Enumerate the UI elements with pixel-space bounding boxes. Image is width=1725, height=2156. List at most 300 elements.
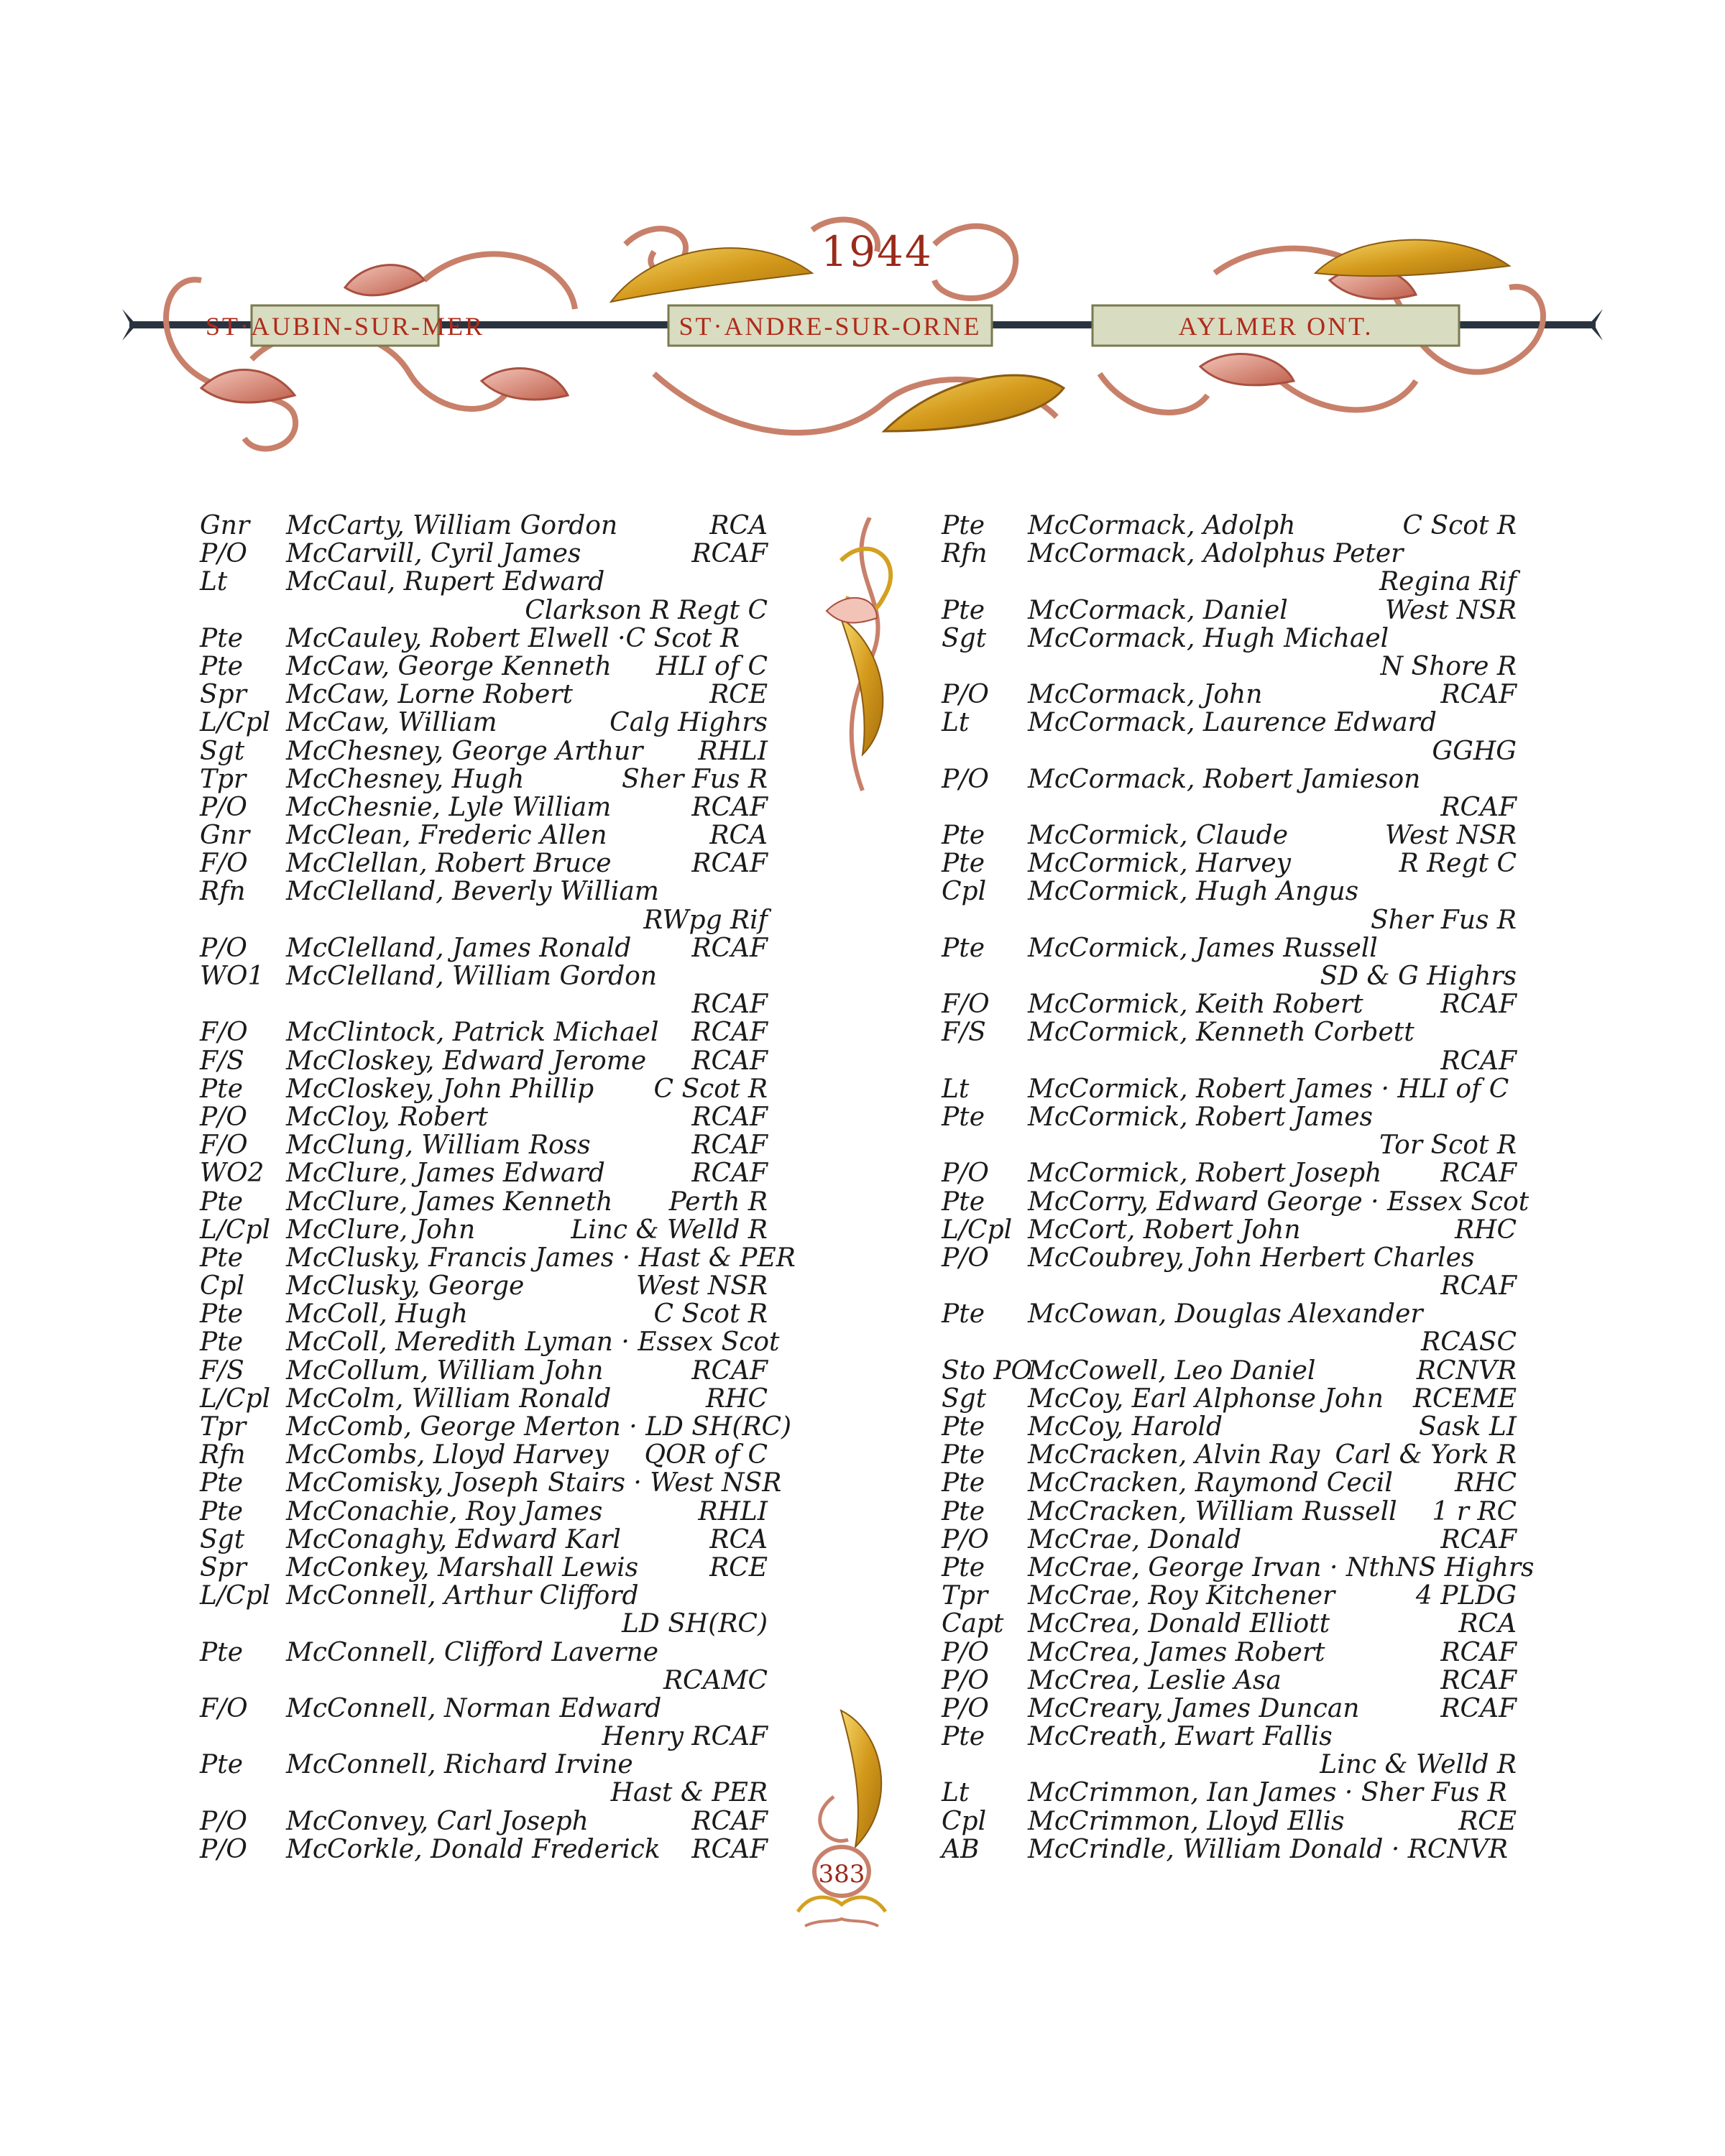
rank-label: Pte: [942, 849, 985, 879]
casualty-name: McConaghy, Edward Karl: [286, 1524, 621, 1554]
unit-label: RCAF: [691, 990, 768, 1020]
unit-label: C Scot R: [1402, 511, 1517, 540]
honour-roll-right-column: [942, 511, 1535, 1864]
list-item-continuation: [942, 1751, 1517, 1779]
unit-label: RCA: [1458, 1609, 1517, 1639]
rank-label: Pte: [200, 1327, 243, 1358]
rank-label: L/Cpl: [200, 1581, 271, 1611]
unit-label: Calg Highrs: [610, 708, 768, 738]
year-heading: 1944: [821, 227, 933, 276]
page-number: 383: [818, 1860, 865, 1889]
list-item: [200, 1131, 768, 1159]
casualty-name: McClintock, Patrick Michael: [286, 1018, 659, 1048]
casualty-name: McComisky, Joseph Stairs · West NSR: [286, 1468, 782, 1498]
rank-label: Pte: [200, 1637, 243, 1667]
casualty-name: McChesney, George Arthur: [286, 736, 643, 766]
rank-label: P/O: [942, 1637, 989, 1667]
list-item: [942, 1385, 1517, 1413]
list-item: [942, 1075, 1517, 1103]
unit-label: SD & G Highrs: [1320, 962, 1517, 991]
unit-label: Carl & York R: [1335, 1440, 1517, 1470]
unit-label: RCAF: [1440, 1693, 1517, 1723]
list-item-continuation: [200, 1779, 768, 1807]
list-item: [200, 1188, 768, 1216]
list-item-continuation: [942, 1272, 1517, 1300]
unit-label: RCAF: [1440, 1637, 1517, 1667]
list-item: [200, 1835, 768, 1864]
casualty-name: McClure, John: [286, 1215, 476, 1245]
list-item: [200, 849, 768, 877]
list-item: [200, 1385, 768, 1413]
rank-label: Lt: [200, 567, 228, 597]
unit-label: RCNVR: [1416, 1355, 1517, 1386]
place-banner-1: ST·AUBIN-SUR-MER: [205, 312, 485, 341]
unit-label: RCAF: [691, 1102, 768, 1132]
unit-label: RCAMC: [663, 1665, 768, 1695]
casualty-name: McCormack, Laurence Edward: [1028, 708, 1437, 738]
rank-label: Rfn: [200, 877, 246, 907]
unit-label: RHC: [705, 1383, 768, 1414]
rank-label: Pte: [942, 1299, 985, 1330]
unit-label: RCAF: [1440, 792, 1517, 822]
casualty-name: McCaw, William: [286, 708, 497, 738]
unit-label: RCAF: [691, 849, 768, 879]
unit-label: LD SH(RC): [621, 1609, 768, 1639]
casualty-name: McClure, James Edward: [286, 1158, 605, 1189]
casualty-name: McCort, Robert John: [1028, 1215, 1301, 1245]
rank-label: P/O: [942, 1524, 989, 1554]
casualty-name: McCaul, Rupert Edward: [286, 567, 605, 597]
list-item: [942, 1441, 1517, 1469]
unit-label: 4 PLDG: [1415, 1581, 1517, 1611]
unit-label: RCA: [709, 821, 768, 851]
rank-label: Pte: [200, 623, 243, 653]
rank-label: Pte: [942, 821, 985, 851]
unit-label: RCAF: [1440, 1046, 1517, 1076]
list-item: [942, 1187, 1530, 1217]
rank-label: Cpl: [942, 1806, 987, 1836]
casualty-name: McColl, Hugh: [286, 1299, 468, 1330]
casualty-name: McCombs, Lloyd Harvey: [286, 1440, 609, 1470]
casualty-name: McCormick, Kenneth Corbett: [1028, 1018, 1414, 1048]
list-item: [200, 1695, 768, 1723]
list-item-continuation: [942, 653, 1517, 681]
list-item: [942, 1582, 1517, 1610]
unit-label: RCAF: [691, 1806, 768, 1836]
list-item: [942, 709, 1517, 737]
list-item: [200, 1216, 768, 1244]
list-item: [942, 1526, 1517, 1554]
list-item: [942, 990, 1517, 1018]
rank-label: Sgt: [942, 1383, 987, 1414]
unit-label: GGHG: [1432, 736, 1517, 766]
casualty-name: McCloskey, Edward Jerome: [286, 1046, 647, 1076]
casualty-name: McCrimmon, Ian James · Sher Fus R: [1028, 1778, 1507, 1808]
casualty-name: McCormack, Hugh Michael: [1028, 623, 1389, 653]
list-item: [200, 1526, 768, 1554]
unit-label: RCAF: [691, 792, 768, 822]
list-item: [942, 512, 1517, 540]
unit-label: West NSR: [1384, 595, 1517, 625]
list-item: [200, 709, 768, 737]
rank-label: WO2: [200, 1158, 264, 1189]
rank-label: Pte: [200, 1468, 243, 1498]
unit-label: RCAF: [1440, 990, 1517, 1020]
casualty-name: McCrea, James Robert: [1028, 1637, 1325, 1667]
unit-label: Sher Fus R: [1371, 905, 1517, 935]
list-item-continuation: [942, 737, 1517, 765]
casualty-name: McConnell, Norman Edward: [286, 1693, 662, 1723]
casualty-name: McClean, Frederic Allen: [286, 821, 607, 851]
rank-label: AB: [942, 1834, 980, 1864]
list-item: [200, 1159, 768, 1187]
list-item: [200, 962, 768, 990]
rank-label: Tpr: [942, 1581, 988, 1611]
rank-label: Cpl: [942, 877, 987, 907]
list-item: [200, 540, 768, 568]
unit-label: RCAF: [691, 1158, 768, 1189]
casualty-name: McCauley, Robert Elwell ·C Scot R: [286, 623, 740, 653]
casualty-name: McCloy, Robert: [286, 1102, 489, 1132]
unit-label: RCE: [709, 680, 768, 710]
rank-label: Spr: [200, 1552, 247, 1583]
rank-label: L/Cpl: [200, 1383, 271, 1414]
casualty-name: McCrea, Leslie Asa: [1028, 1665, 1282, 1695]
list-item: [942, 1695, 1517, 1723]
list-item-continuation: [200, 596, 768, 625]
rank-label: Rfn: [942, 539, 988, 569]
rank-label: Pte: [942, 1412, 985, 1442]
unit-label: RCASC: [1421, 1327, 1517, 1358]
rank-label: Pte: [200, 1750, 243, 1780]
list-item: [200, 1468, 782, 1498]
casualty-name: McCowan, Douglas Alexander: [1028, 1299, 1423, 1330]
list-item: [942, 1244, 1517, 1272]
casualty-name: McCormack, Adolphus Peter: [1028, 539, 1404, 569]
casualty-name: McCormick, Robert James · HLI of C: [1028, 1074, 1509, 1104]
casualty-name: McComb, George Merton · LD SH(RC): [286, 1412, 792, 1442]
rank-label: Pte: [200, 1299, 243, 1330]
rank-label: L/Cpl: [200, 708, 271, 738]
list-item-continuation: [942, 906, 1517, 934]
casualty-name: McCormack, Daniel: [1028, 595, 1288, 625]
list-item: [200, 568, 768, 596]
list-item: [942, 625, 1517, 653]
casualty-name: McCowell, Leo Daniel: [1028, 1355, 1316, 1386]
casualty-name: McCrimmon, Lloyd Ellis: [1028, 1806, 1345, 1836]
list-item: [942, 1103, 1517, 1131]
unit-label: West NSR: [1384, 821, 1517, 851]
rank-label: Gnr: [200, 821, 250, 851]
unit-label: RCAF: [691, 539, 768, 569]
list-item: [200, 1300, 768, 1328]
rank-label: P/O: [200, 1834, 247, 1864]
list-item: [200, 1243, 796, 1273]
rank-label: P/O: [942, 764, 989, 794]
list-item-continuation: [942, 962, 1517, 990]
list-item: [200, 737, 768, 765]
rank-label: P/O: [200, 933, 247, 963]
casualty-name: McCollum, William John: [286, 1355, 604, 1386]
list-item: [200, 1441, 768, 1469]
casualty-name: McCreath, Ewart Fallis: [1028, 1722, 1333, 1752]
unit-label: RCAF: [691, 1130, 768, 1161]
unit-label: RWpg Rif: [643, 905, 768, 935]
rank-label: Pte: [200, 651, 243, 681]
casualty-name: McClellan, Robert Bruce: [286, 849, 612, 879]
casualty-name: McClusky, Francis James · Hast & PER: [286, 1243, 796, 1273]
casualty-name: McCaw, George Kenneth: [286, 651, 612, 681]
rank-label: P/O: [942, 1243, 989, 1273]
unit-label: Tor Scot R: [1379, 1130, 1517, 1161]
casualty-name: McCarty, William Gordon: [286, 511, 618, 540]
unit-label: RCA: [709, 1524, 768, 1554]
casualty-name: McCracken, Raymond Cecil: [1028, 1468, 1393, 1498]
list-item: [200, 1751, 768, 1779]
list-item: [942, 1018, 1517, 1046]
list-item: [200, 1272, 768, 1300]
rank-label: P/O: [200, 792, 247, 822]
casualty-name: McCrae, George Irvan · NthNS Highrs: [1028, 1552, 1535, 1583]
casualty-name: McConnell, Richard Irvine: [286, 1750, 633, 1780]
list-item-continuation: [942, 568, 1517, 596]
rank-label: Sgt: [942, 623, 987, 653]
rank-label: Capt: [942, 1609, 1004, 1639]
list-item: [200, 1047, 768, 1075]
rank-label: F/O: [942, 990, 990, 1020]
list-item: [942, 877, 1517, 906]
casualty-name: McClure, James Kenneth: [286, 1187, 613, 1217]
place-banner-3: AYLMER ONT.: [1178, 312, 1374, 341]
unit-label: C Scot R: [653, 1074, 768, 1104]
rank-label: Pte: [200, 1496, 243, 1526]
casualty-name: McCracken, William Russell: [1028, 1496, 1397, 1526]
unit-label: R Regt C: [1399, 849, 1517, 879]
list-item: [200, 793, 768, 821]
unit-label: Clarkson R Regt C: [525, 595, 768, 625]
casualty-name: McChesney, Hugh: [286, 764, 525, 794]
unit-label: RCAF: [1440, 1271, 1517, 1302]
rank-label: Pte: [942, 1552, 985, 1583]
list-item: [942, 1552, 1535, 1583]
unit-label: 1 r RC: [1432, 1496, 1517, 1526]
rank-label: WO1: [200, 962, 264, 991]
casualty-name: McCormick, Robert Joseph: [1028, 1158, 1382, 1189]
list-item: [942, 1779, 1517, 1807]
unit-label: Regina Rif: [1379, 567, 1517, 597]
list-item: [942, 765, 1517, 793]
unit-label: Hast & PER: [610, 1778, 768, 1808]
rank-label: P/O: [200, 1806, 247, 1836]
rank-label: Pte: [942, 1496, 985, 1526]
rank-label: F/O: [200, 849, 248, 879]
rank-label: Pte: [942, 1468, 985, 1498]
unit-label: RCEME: [1412, 1383, 1517, 1414]
rank-label: P/O: [942, 1665, 989, 1695]
list-item: [200, 653, 768, 681]
unit-label: RHLI: [698, 736, 768, 766]
unit-label: HLI of C: [656, 651, 768, 681]
casualty-name: McCormack, Robert Jamieson: [1028, 764, 1421, 794]
list-item: [200, 821, 768, 849]
unit-label: Sask LI: [1419, 1412, 1517, 1442]
casualty-name: McClelland, Beverly William: [286, 877, 659, 907]
rank-label: Pte: [942, 1187, 985, 1217]
list-item-continuation: [942, 1047, 1517, 1075]
unit-label: RCAF: [1440, 1665, 1517, 1695]
rank-label: F/O: [200, 1018, 248, 1048]
casualty-name: McClelland, James Ronald: [286, 933, 632, 963]
rank-label: L/Cpl: [942, 1215, 1013, 1245]
list-item: [942, 1469, 1517, 1497]
list-item: [200, 681, 768, 709]
list-item-continuation: [942, 793, 1517, 821]
casualty-name: McChesnie, Lyle William: [286, 792, 612, 822]
casualty-name: McClusky, George: [286, 1271, 525, 1302]
casualty-name: McClung, William Ross: [286, 1130, 591, 1161]
cornucopia-icon: [791, 1703, 934, 1940]
unit-label: RCAF: [691, 1355, 768, 1386]
unit-label: RCAF: [691, 933, 768, 963]
unit-label: RCE: [709, 1552, 768, 1583]
unit-label: RCAF: [1440, 1524, 1517, 1554]
list-item: [942, 681, 1517, 709]
rank-label: Pte: [942, 511, 985, 540]
rank-label: F/S: [200, 1046, 244, 1076]
list-item: [200, 1639, 768, 1667]
unit-label: Linc & Welld R: [571, 1215, 768, 1245]
rank-label: Lt: [942, 1074, 970, 1104]
casualty-name: McConvey, Carl Joseph: [286, 1806, 589, 1836]
unit-label: RHC: [1454, 1468, 1517, 1498]
list-item: [942, 1835, 1517, 1864]
unit-label: RHLI: [698, 1496, 768, 1526]
list-item-continuation: [200, 990, 768, 1018]
list-item: [200, 1412, 792, 1442]
list-item: [942, 596, 1517, 625]
unit-label: C Scot R: [653, 1299, 768, 1330]
casualty-name: McConnell, Clifford Laverne: [286, 1637, 658, 1667]
casualty-name: McCarvill, Cyril James: [286, 539, 581, 569]
rank-label: L/Cpl: [200, 1215, 271, 1245]
casualty-name: McCoy, Harold: [1028, 1412, 1223, 1442]
list-item: [942, 1807, 1517, 1835]
rank-label: Pte: [200, 1074, 243, 1104]
rank-label: F/O: [200, 1693, 248, 1723]
rank-label: Spr: [200, 680, 247, 710]
rank-label: Pte: [942, 595, 985, 625]
rank-label: Pte: [942, 933, 985, 963]
list-item: [200, 1582, 768, 1610]
unit-label: RCE: [1458, 1806, 1517, 1836]
place-banner-2: ST·ANDRE-SUR-ORNE: [678, 312, 982, 341]
unit-label: Linc & Welld R: [1320, 1750, 1517, 1780]
unit-label: N Shore R: [1380, 651, 1517, 681]
rank-label: P/O: [200, 1102, 247, 1132]
unit-label: RHC: [1454, 1215, 1517, 1245]
list-item: [942, 1639, 1517, 1667]
casualty-name: McCormick, Claude: [1028, 821, 1289, 851]
rank-label: Gnr: [200, 511, 250, 540]
unit-label: RCAF: [1440, 680, 1517, 710]
rank-label: Pte: [200, 1243, 243, 1273]
cornucopia-icon: [798, 517, 942, 834]
list-item-continuation: [942, 1328, 1517, 1356]
unit-label: Sher Fus R: [622, 764, 768, 794]
list-item: [200, 1357, 768, 1385]
list-item-continuation: [200, 1610, 768, 1638]
list-item: [942, 1300, 1517, 1328]
casualty-name: McCormick, Keith Robert: [1028, 990, 1363, 1020]
casualty-name: McConachie, Roy James: [286, 1496, 603, 1526]
rank-label: Lt: [942, 708, 970, 738]
unit-label: RCAF: [691, 1018, 768, 1048]
casualty-name: McConkey, Marshall Lewis: [286, 1552, 639, 1583]
list-item: [942, 1413, 1517, 1441]
casualty-name: McCrae, Roy Kitchener: [1028, 1581, 1335, 1611]
unit-label: Perth R: [668, 1187, 768, 1217]
unit-label: RCA: [709, 511, 768, 540]
list-item: [942, 1216, 1517, 1244]
rank-label: P/O: [200, 539, 247, 569]
rank-label: Pte: [942, 1440, 985, 1470]
casualty-name: McCracken, Alvin Ray: [1028, 1440, 1320, 1470]
list-item: [200, 1807, 768, 1835]
list-item: [942, 821, 1517, 849]
rank-label: Rfn: [200, 1440, 246, 1470]
list-item: [942, 849, 1517, 877]
casualty-name: McCrea, Donald Elliott: [1028, 1609, 1330, 1639]
list-item: [942, 540, 1517, 568]
list-item: [200, 1327, 780, 1358]
list-item: [200, 1103, 768, 1131]
rank-label: P/O: [942, 1158, 989, 1189]
casualty-name: McCormack, John: [1028, 680, 1263, 710]
list-item: [942, 1723, 1517, 1751]
casualty-name: McCormick, James Russell: [1028, 933, 1378, 963]
rank-label: Tpr: [200, 764, 247, 794]
casualty-name: McCrae, Donald: [1028, 1524, 1242, 1554]
list-item: [200, 934, 768, 962]
list-item: [200, 1498, 768, 1526]
casualty-name: McCaw, Lorne Robert: [286, 680, 573, 710]
list-item-continuation: [942, 1131, 1517, 1159]
casualty-name: McCorry, Edward George · Essex Scot: [1028, 1187, 1530, 1217]
unit-label: RCAF: [691, 1046, 768, 1076]
list-item: [942, 1357, 1517, 1385]
rank-label: F/O: [200, 1130, 248, 1161]
list-item-continuation: [200, 906, 768, 934]
casualty-name: McCormick, Hugh Angus: [1028, 877, 1359, 907]
rank-label: Pte: [200, 1187, 243, 1217]
rank-label: P/O: [942, 680, 989, 710]
casualty-name: McConnell, Arthur Clifford: [286, 1581, 639, 1611]
rank-label: Sgt: [200, 1524, 245, 1554]
list-item: [942, 1610, 1517, 1638]
casualty-name: McCrindle, William Donald · RCNVR: [1028, 1834, 1509, 1864]
rank-label: Tpr: [200, 1412, 247, 1442]
list-item: [942, 1667, 1517, 1695]
list-item: [942, 1159, 1517, 1187]
casualty-name: McCoy, Earl Alphonse John: [1028, 1383, 1384, 1414]
list-item: [200, 625, 768, 653]
list-item: [200, 765, 768, 793]
casualty-name: McColm, William Ronald: [286, 1383, 612, 1414]
list-item: [942, 1498, 1517, 1526]
casualty-name: McClelland, William Gordon: [286, 962, 658, 991]
header-banner-ornament: [108, 201, 1617, 517]
unit-label: Henry RCAF: [602, 1722, 768, 1752]
